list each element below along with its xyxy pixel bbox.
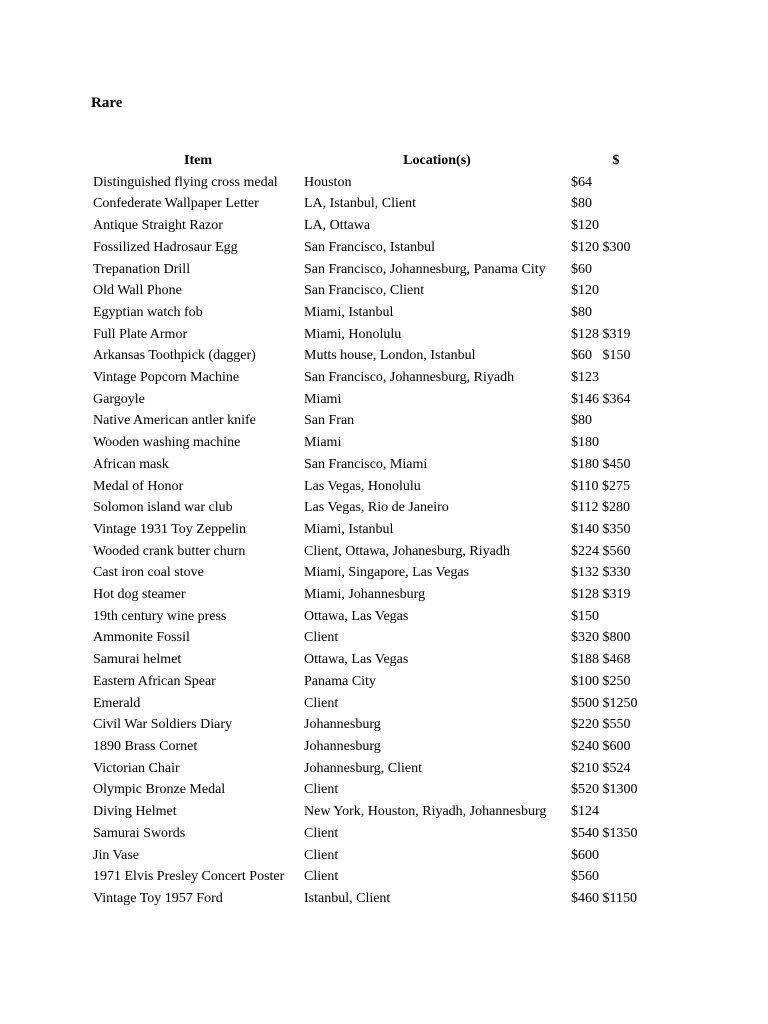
price-cell: $110 $275 <box>571 478 630 494</box>
location-cell: Istanbul, Client <box>304 890 391 906</box>
location-cell: Ottawa, Las Vegas <box>304 652 409 668</box>
price-cell: $180 <box>571 435 599 451</box>
price-cell: $188 $468 <box>571 652 631 668</box>
price-cell: $146 $364 <box>571 391 631 407</box>
location-cell: Client <box>304 847 339 863</box>
page-title: Rare <box>91 95 123 111</box>
price-cell: $60 $150 <box>571 348 631 364</box>
item-cell: Eastern African Spear <box>93 673 216 689</box>
table-row <box>91 693 661 715</box>
header-location: Location(s) <box>403 153 471 168</box>
location-cell: Johannesburg <box>304 717 381 733</box>
table-row <box>91 172 661 194</box>
location-cell: Ottawa, Las Vegas <box>304 608 409 624</box>
table-row <box>91 758 661 780</box>
table-row <box>91 302 661 324</box>
location-cell: Las Vegas, Honolulu <box>304 478 421 494</box>
price-cell: $240 $600 <box>571 738 631 754</box>
table-row <box>91 671 661 693</box>
location-cell: San Francisco, Istanbul <box>304 239 436 255</box>
location-cell: Las Vegas, Rio de Janeiro <box>304 500 449 516</box>
location-cell: San Francisco, Client <box>304 283 425 299</box>
table-header-row <box>91 150 661 172</box>
item-cell: Ammonite Fossil <box>93 630 190 646</box>
table-body <box>91 172 661 910</box>
table-row <box>91 866 661 888</box>
item-cell: Samurai Swords <box>93 825 186 841</box>
location-cell: San Francisco, Johannesburg, Riyadh <box>304 370 515 386</box>
location-cell: Client <box>304 825 339 841</box>
price-cell: $320 $800 <box>571 630 631 646</box>
price-cell: $80 <box>571 413 592 429</box>
price-cell: $100 $250 <box>571 673 631 689</box>
table-row <box>91 519 661 541</box>
price-cell: $210 $524 <box>571 760 631 776</box>
location-cell: Miami, Singapore, Las Vegas <box>304 565 469 581</box>
item-cell: Full Plate Armor <box>93 326 188 342</box>
location-cell: Johannesburg <box>304 738 381 754</box>
location-cell: Miami, Istanbul <box>304 304 394 320</box>
item-cell: Emerald <box>93 695 141 711</box>
item-cell: Cast iron coal stove <box>93 565 204 581</box>
table-row <box>91 454 661 476</box>
table-row <box>91 324 661 346</box>
item-cell: Jin Vase <box>93 847 140 863</box>
price-cell: $120 <box>571 218 599 234</box>
table-row <box>91 259 661 281</box>
header-item: Item <box>184 153 212 168</box>
table-row <box>91 736 661 758</box>
location-cell: Client, Ottawa, Johanesburg, Riyadh <box>304 543 510 559</box>
table-row <box>91 584 661 606</box>
item-cell: 19th century wine press <box>93 608 227 624</box>
price-cell: $124 <box>571 804 599 820</box>
location-cell: Miami <box>304 435 342 451</box>
item-cell: Solomon island war club <box>93 500 233 516</box>
price-cell: $140 $350 <box>571 521 631 537</box>
table-row <box>91 888 661 910</box>
price-cell: $128 $319 <box>571 587 631 603</box>
location-cell: Miami, Johannesburg <box>304 587 426 603</box>
table-row <box>91 476 661 498</box>
table-row <box>91 541 661 563</box>
item-cell: Gargoyle <box>93 391 145 407</box>
table-row <box>91 649 661 671</box>
table-row <box>91 845 661 867</box>
price-cell: $132 $330 <box>571 565 631 581</box>
item-cell: Victorian Chair <box>93 760 180 776</box>
location-cell: Johannesburg, Client <box>304 760 422 776</box>
item-cell: Distinguished flying cross medal <box>93 174 278 190</box>
price-cell: $64 <box>571 174 592 190</box>
location-cell: New York, Houston, Riyadh, Johannesburg <box>304 804 547 820</box>
table-row <box>91 801 661 823</box>
location-cell: San Francisco, Johannesburg, Panama City <box>304 261 546 277</box>
item-cell: Vintage 1931 Toy Zeppelin <box>93 521 247 537</box>
location-cell: LA, Istanbul, Client <box>304 196 416 212</box>
location-cell: San Fran <box>304 413 355 429</box>
table-row <box>91 193 661 215</box>
item-cell: Antique Straight Razor <box>93 218 223 234</box>
location-cell: Miami, Honolulu <box>304 326 402 342</box>
item-cell: Trepanation Drill <box>93 261 191 277</box>
item-cell: Native American antler knife <box>93 413 256 429</box>
price-cell: $220 $550 <box>571 717 631 733</box>
item-cell: Fossilized Hadrosaur Egg <box>93 239 238 255</box>
item-cell: Old Wall Phone <box>93 283 182 299</box>
price-cell: $600 <box>571 847 599 863</box>
location-cell: Houston <box>304 174 352 190</box>
table-row <box>91 280 661 302</box>
location-cell: Client <box>304 782 339 798</box>
item-cell: 1890 Brass Cornet <box>93 738 198 754</box>
price-cell: $60 <box>571 261 592 277</box>
item-cell: 1971 Elvis Presley Concert Poster <box>93 869 285 885</box>
table-row <box>91 432 661 454</box>
item-cell: Medal of Honor <box>93 478 184 494</box>
table-row <box>91 714 661 736</box>
item-cell: Diving Helmet <box>93 804 177 820</box>
location-cell: LA, Ottawa <box>304 218 371 234</box>
location-cell: Miami, Istanbul <box>304 521 394 537</box>
price-cell: $80 <box>571 304 592 320</box>
item-cell: Wooded crank butter churn <box>93 543 246 559</box>
price-cell: $500 $1250 <box>571 695 638 711</box>
location-cell: Miami <box>304 391 342 407</box>
table-row <box>91 606 661 628</box>
location-cell: Mutts house, London, Istanbul <box>304 348 476 364</box>
price-cell: $150 <box>571 608 599 624</box>
price-cell: $120 $300 <box>571 239 631 255</box>
item-cell: Hot dog steamer <box>93 587 186 603</box>
location-cell: San Francisco, Miami <box>304 456 428 472</box>
location-cell: Client <box>304 869 339 885</box>
price-cell: $224 $560 <box>571 543 631 559</box>
item-cell: Wooden washing machine <box>93 435 241 451</box>
price-cell: $128 $319 <box>571 326 631 342</box>
price-cell: $540 $1350 <box>571 825 638 841</box>
item-cell: Olympic Bronze Medal <box>93 782 226 798</box>
table-row <box>91 779 661 801</box>
table-row <box>91 389 661 411</box>
table-row <box>91 215 661 237</box>
price-cell: $80 <box>571 196 592 212</box>
item-cell: Vintage Popcorn Machine <box>93 370 240 386</box>
item-cell: Civil War Soldiers Diary <box>93 717 232 733</box>
item-cell: Samurai helmet <box>93 652 182 668</box>
price-cell: $123 <box>571 370 599 386</box>
table-row <box>91 823 661 845</box>
location-cell: Client <box>304 695 339 711</box>
location-cell: Panama City <box>304 673 376 689</box>
table-row <box>91 345 661 367</box>
table-row <box>91 497 661 519</box>
price-cell: $180 $450 <box>571 456 631 472</box>
item-cell: Arkansas Toothpick (dagger) <box>93 348 256 364</box>
item-cell: African mask <box>93 456 169 472</box>
price-cell: $560 <box>571 869 599 885</box>
table-row <box>91 410 661 432</box>
table-row <box>91 562 661 584</box>
price-cell: $112 $280 <box>571 500 630 516</box>
price-cell: $120 <box>571 283 599 299</box>
item-cell: Vintage Toy 1957 Ford <box>93 890 223 906</box>
item-cell: Egyptian watch fob <box>93 304 203 320</box>
item-cell: Confederate Wallpaper Letter <box>93 196 259 212</box>
header-price: $ <box>612 153 620 168</box>
price-cell: $520 $1300 <box>571 782 638 798</box>
table-row <box>91 367 661 389</box>
rare-items-table <box>91 150 661 910</box>
table-row <box>91 237 661 259</box>
table-row <box>91 627 661 649</box>
price-cell: $460 $1150 <box>571 890 637 906</box>
location-cell: Client <box>304 630 339 646</box>
